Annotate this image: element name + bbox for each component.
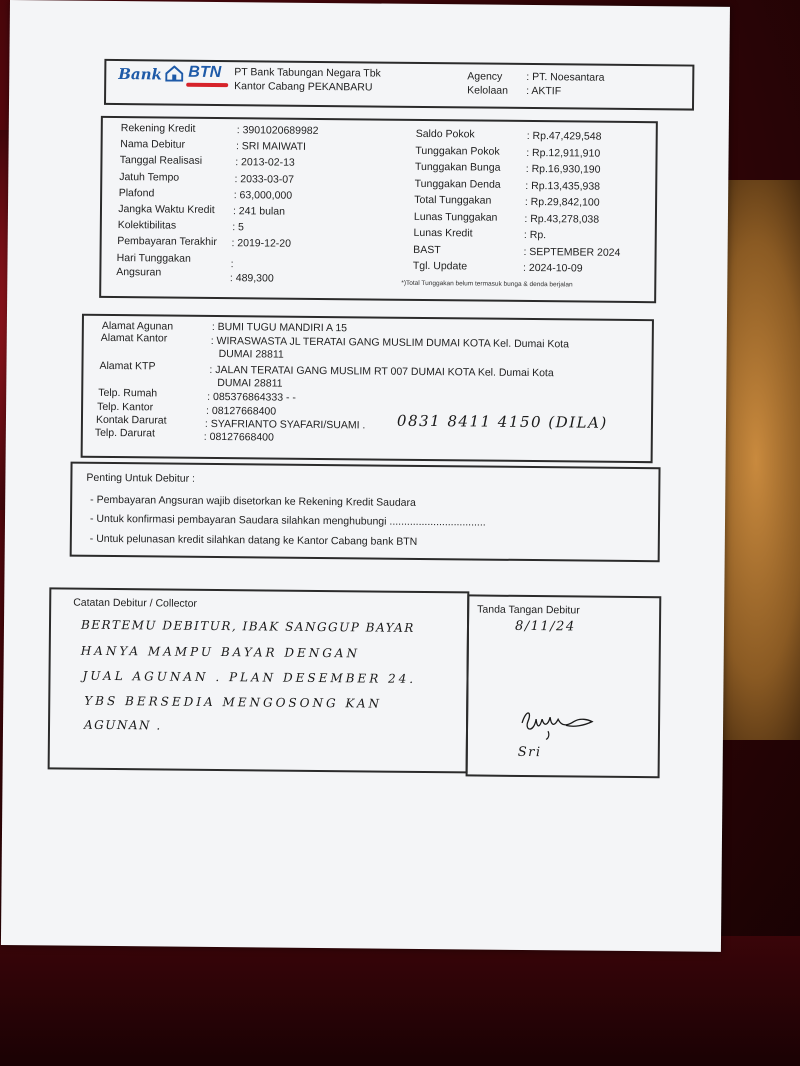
telp-kantor-label: Telp. Kantor <box>97 400 154 414</box>
account-left-value: : 2019-12-20 <box>231 237 292 251</box>
account-right-label: Tgl. Update <box>412 259 468 273</box>
account-left-value: : <box>230 257 234 270</box>
agency-value: : PT. Noesantara <box>526 70 605 84</box>
agunan-value: : BUMI TUGU MANDIRI A 15 <box>211 320 348 335</box>
logo-btn-text: BTN <box>188 63 222 82</box>
account-right-label: Tunggakan Bunga <box>414 160 501 174</box>
kontak-handwritten-note: 0831 8411 4150 (DILA) <box>396 411 608 432</box>
account-left-value: : 241 bulan <box>232 205 286 218</box>
account-left-value: : 3901020689982 <box>236 124 319 137</box>
address-box <box>81 314 654 463</box>
telp-darurat-value: : 08127668400 <box>203 430 274 444</box>
notes-handwritten-line-4: YBS BERSEDIA MENGOSONG KAN <box>84 693 383 711</box>
ktp-label: Alamat KTP <box>99 359 156 373</box>
account-left-label: Kolektibilitas <box>117 219 177 232</box>
account-left-label: Plafond <box>118 186 155 200</box>
notice-box <box>70 462 661 563</box>
account-left-label: Jatuh Tempo <box>119 170 180 184</box>
notice-item-1: - Pembayaran Angsuran wajib disetorkan ke Rekening Kredit Saudara <box>90 493 416 509</box>
notice-item-2: - Untuk konfirmasi pembayaran Saudara silahkan menghubungi ................................. <box>89 512 486 529</box>
account-right-value: : Rp.13,435,938 <box>525 179 601 193</box>
account-left-label: Jangka Waktu Kredit <box>118 203 215 216</box>
account-right-value: : Rp.29,842,100 <box>524 195 600 209</box>
signature-date: 8/11/24 <box>514 618 576 635</box>
notice-title: Penting Untuk Debitur : <box>86 471 196 485</box>
signature-box <box>466 594 662 778</box>
kelolaan-value: : AKTIF <box>526 84 562 98</box>
notes-title: Catatan Debitur / Collector <box>73 596 198 610</box>
account-right-value: : Rp.12,911,910 <box>526 146 601 160</box>
signature-name: Sri <box>517 744 542 761</box>
signature-scribble <box>518 705 598 742</box>
account-right-label: Lunas Tunggakan <box>413 210 498 224</box>
account-right-label: Tunggakan Denda <box>414 177 501 191</box>
agunan-label: Alamat Agunan <box>101 319 174 333</box>
account-left-value: : SRI MAIWATI <box>235 140 307 154</box>
account-right-label: BAST <box>413 243 441 256</box>
agency-label: Agency <box>467 70 503 83</box>
account-box <box>99 116 658 303</box>
background-floor <box>0 936 800 1066</box>
footnote: *)Total Tunggakan belum termasuk bunga & denda berjalan <box>401 279 573 289</box>
account-right-value: : Rp.47,429,548 <box>526 129 602 143</box>
logo-swoosh-icon <box>186 83 228 87</box>
telp-rumah-label: Telp. Rumah <box>98 386 158 400</box>
telp-darurat-label: Telp. Darurat <box>94 426 156 440</box>
kantor-value-line1: : WIRASWASTA JL TERATAI GANG MUSLIM DUMAI KOTA Kel. Dumai Kota <box>210 334 570 351</box>
account-left-label: Angsuran <box>116 265 162 279</box>
ktp-value-line1: : JALAN TERATAI GANG MUSLIM RT 007 DUMAI KOTA Kel. Dumai Kota <box>209 363 554 380</box>
account-right-label: Tunggakan Pokok <box>415 144 500 158</box>
logo-bank-text: Bank <box>118 65 163 84</box>
company-name: PT Bank Tabungan Negara Tbk <box>234 66 381 80</box>
account-left-label: Pembayaran Terakhir <box>117 235 217 249</box>
house-icon <box>165 65 183 81</box>
kontak-darurat-label: Kontak Darurat <box>95 413 167 427</box>
account-right-label: Saldo Pokok <box>415 127 475 141</box>
account-left-label: Rekening Kredit <box>120 122 196 135</box>
account-left-value: : 2013-02-13 <box>235 156 295 170</box>
notes-handwritten-line-2: HANYA MAMPU BAYAR DENGAN <box>80 643 361 661</box>
account-right-label: Lunas Kredit <box>413 226 473 240</box>
account-right-value: : Rp.43,278,038 <box>524 212 600 226</box>
account-left-label: Tanggal Realisasi <box>119 154 203 168</box>
notes-handwritten-line-1: BERTEMU DEBITUR, IBAK SANGGUP BAYAR <box>80 617 415 635</box>
account-right-value: : SEPTEMBER 2024 <box>523 245 621 259</box>
account-right-value: : 2024-10-09 <box>522 261 583 275</box>
kantor-label: Alamat Kantor <box>100 331 168 345</box>
account-left-value: : 63,000,000 <box>233 188 293 202</box>
branch-name: Kantor Cabang PEKANBARU <box>234 80 373 94</box>
kelolaan-label: Kelolaan <box>467 84 509 97</box>
account-left-value: : 489,300 <box>229 271 274 285</box>
notes-box <box>48 587 470 773</box>
account-right-label: Total Tunggakan <box>414 193 492 207</box>
account-right-value: : Rp. <box>523 228 547 242</box>
signature-title: Tanda Tangan Debitur <box>477 603 580 617</box>
account-left-value: : 5 <box>232 221 244 234</box>
kontak-darurat-value: : SYAFRIANTO SYAFARI/SUAMI . <box>204 417 366 432</box>
kantor-value-line2: DUMAI 28811 <box>218 348 284 361</box>
notice-item-3: - Untuk pelunasan kredit silahkan datang ke Kantor Cabang bank BTN <box>89 532 418 548</box>
document-sheet <box>1 0 730 952</box>
ktp-value-line2: DUMAI 28811 <box>217 377 283 390</box>
notes-handwritten-line-3: JUAL AGUNAN . PLAN DESEMBER 24. <box>82 668 417 686</box>
account-left-label: Hari Tunggakan <box>116 251 191 265</box>
telp-rumah-value: : 085376864333 - - <box>207 390 297 404</box>
account-left-label: Nama Debitur <box>120 138 186 151</box>
telp-kantor-value: : 08127668400 <box>206 404 277 418</box>
account-left-value: : 2033-03-07 <box>234 172 295 186</box>
header-box <box>104 59 694 111</box>
notes-handwritten-line-5: AGUNAN . <box>83 717 162 733</box>
account-right-value: : Rp.16,930,190 <box>525 162 601 176</box>
